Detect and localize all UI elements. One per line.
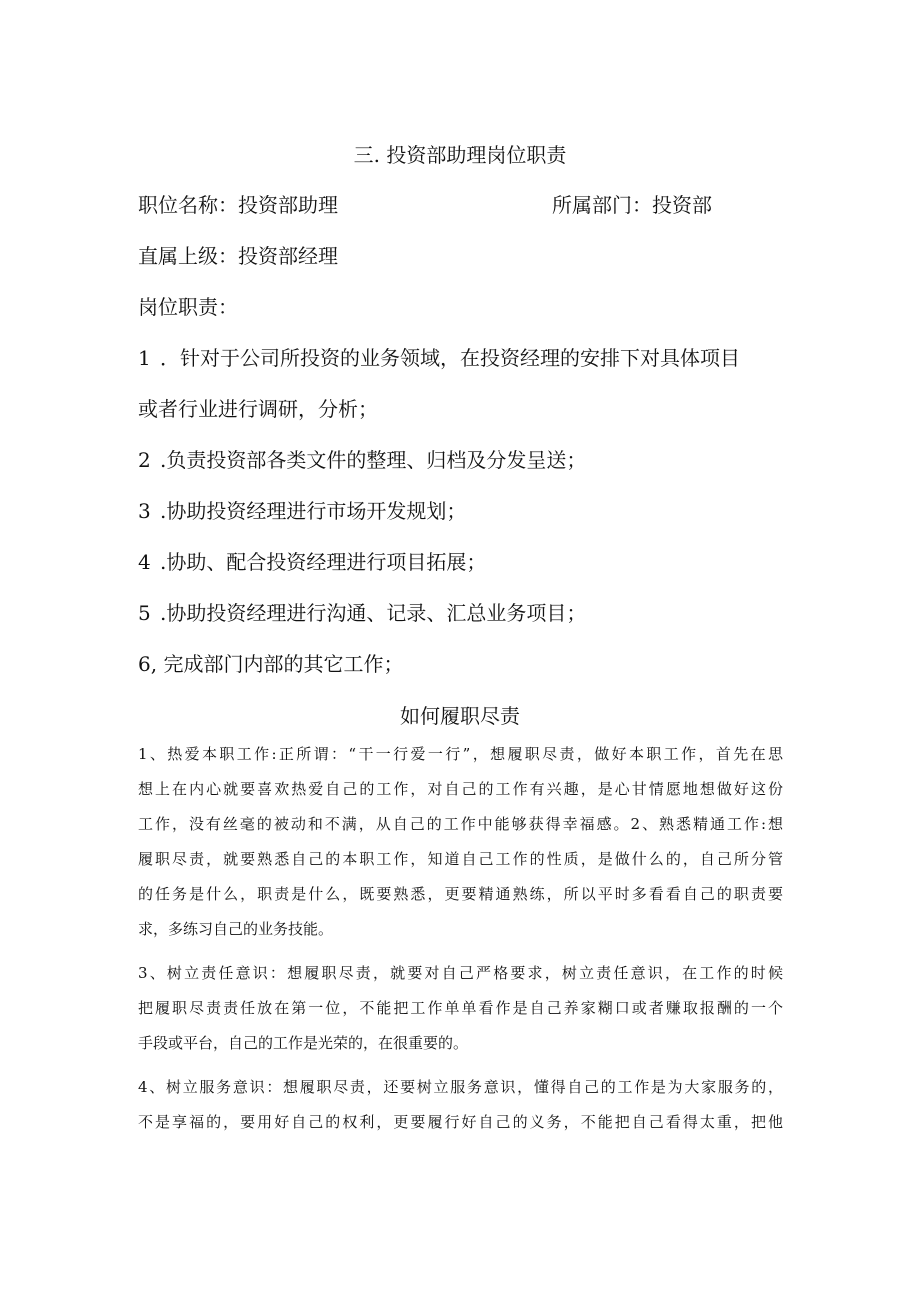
duty-text: .协助、配合投资经理进行项目拓展； [160,550,487,574]
duty-item-3 [138,497,466,525]
duty-text: .负责投资部各类文件的整理、归档及分发呈送； [160,448,587,472]
paragraph-line: 1、热爱本职工作:正所谓：“干一行爱一行”，想履职尽责，做好本职工作，首先在思 [138,745,783,763]
duties-header: 岗位职责： [138,295,238,319]
duty-item-2 [138,446,586,474]
paragraph-line: 不是享福的，要用好自己的权利，更要履行好自己的义务，不能把自己看得太重，把他 [138,1113,783,1131]
duty-item-1-continued: 或者行业进行调研，分析； [138,397,378,421]
department: 所属部门：投资部 [552,193,712,217]
duty-item-5 [138,599,586,627]
duty-number: 5 [138,601,151,625]
section-title: 如何履职尽责 [400,704,520,728]
supervisor: 直属上级：投资部经理 [138,244,338,268]
duty-number: 3 [138,499,151,523]
paragraph-line: 履职尽责，就要熟悉自己的本职工作，知道自己工作的性质，是做什么的，自己所分管 [138,850,783,868]
duty-number: 1 [138,346,151,370]
paragraph-line: 工作，没有丝毫的被动和不满，从自己的工作中能够获得幸福感。2、熟悉精通工作:想 [138,815,783,833]
paragraph-line: 求，多练习自己的业务技能。 [138,920,334,938]
duty-item-6: 6, 完成部门内部的其它工作； [138,652,404,676]
duty-text: .协助投资经理进行市场开发规划； [160,499,467,523]
paragraph-line: 的任务是什么，职责是什么，既要熟悉，更要精通熟练，所以平时多看看自己的职责要 [138,885,783,903]
paragraph-line: 手段或平台，自己的工作是光荣的，在很重要的。 [138,1034,469,1052]
paragraph-line: 想上在内心就要喜欢热爱自己的工作，对自己的工作有兴趣，是心甘情愿地想做好这份 [138,780,783,798]
position-name: 职位名称：投资部助理 [138,193,338,217]
duty-number: 4 [138,550,151,574]
duty-item-4 [138,548,486,576]
paragraph-line: 3、树立责任意识：想履职尽责，就要对自己严格要求，树立责任意识，在工作的时候 [138,964,783,982]
document-title: 三. 投资部助理岗位职责 [353,143,567,167]
duty-item-1 [138,344,740,372]
duty-text: .协助投资经理进行沟通、记录、汇总业务项目； [160,601,587,625]
paragraph-line: 4、树立服务意识：想履职尽责，还要树立服务意识，懂得自己的工作是为大家服务的， [138,1078,783,1096]
duty-number: 2 [138,448,151,472]
duty-text: ．针对于公司所投资的业务领域，在投资经理的安排下对具体项目 [160,346,740,370]
paragraph-line: 把履职尽责责任放在第一位，不能把工作单单看作是自己养家糊口或者赚取报酬的一个 [138,999,783,1017]
